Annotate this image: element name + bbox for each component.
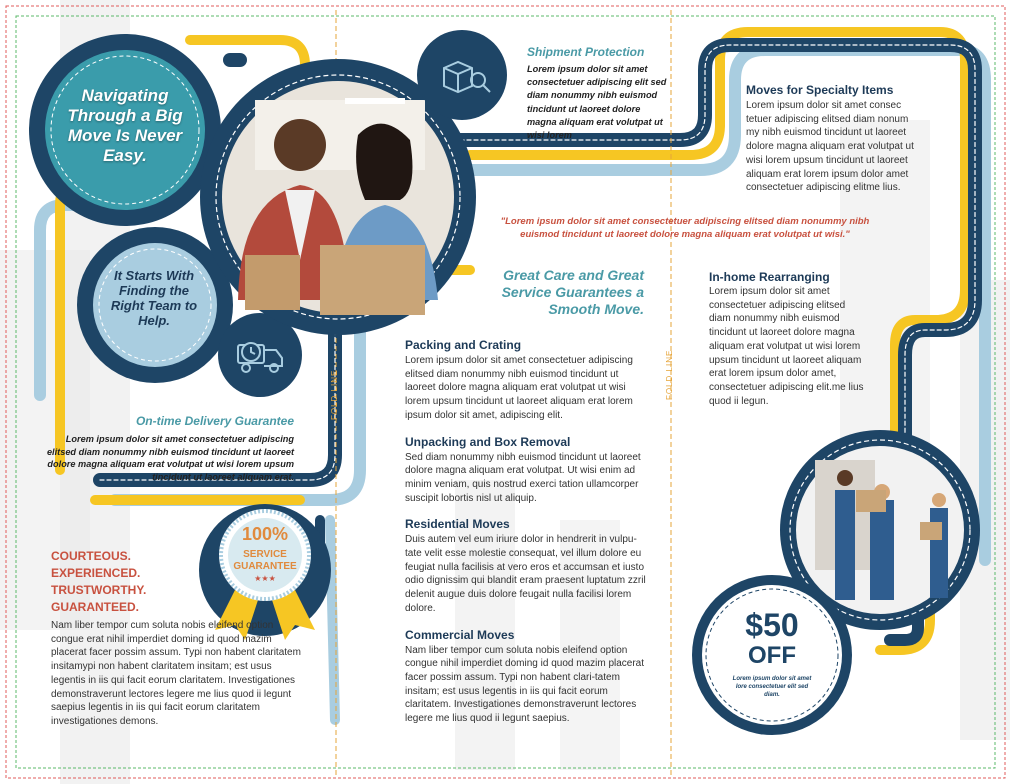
service-title: Packing and Crating <box>405 338 522 352</box>
badge-stars: ★★★ <box>254 574 276 583</box>
tagline <box>51 548 231 616</box>
fold-line-label-left: FOLD LINE <box>330 369 339 420</box>
specialty-items-text: Lorem ipsum dolor sit amet consec tetuer adipiscing elitsed diam nonum my nibh euismod tincidunt ut laoreet dolore magna aliquam erat volutpat ut wisi lorem upsum tincidunt ut laoreet aliquam erat lorem ipsum dolor amet consectetuer adipiscing elitme lius. <box>746 100 914 194</box>
service-text: Duis autem vel eum iriure dolor in hendrerit in vulpu-tate velit esse molestie consequat, vel illum dolore eu feugiat nulla facilisis at vero eros et accumsan et iusto odio dignissim qui blandit eram praesent luptatum zzril delenit augue duis dolore feugait nulla facilisi lorem dolore. <box>405 534 646 614</box>
shipment-protection-text: Lorem ipsum dolor sit amet consectetuer adipiscing elit sed diam nonummy nibh euismod tincidunt ut laoreet dolore magna aliquam erat volutpat ut wisi lorem <box>527 64 667 141</box>
discount-amount: $50 <box>745 607 799 643</box>
service-section <box>405 435 650 506</box>
discount-label: OFF <box>748 642 796 669</box>
service-section <box>405 338 650 423</box>
rearranging-heading: In-home Rearranging <box>709 270 830 284</box>
badge-percent: 100% <box>241 524 289 544</box>
service-section <box>405 628 650 726</box>
tagline-line: EXPERIENCED. <box>51 566 141 580</box>
delivery-guarantee-text: Lorem ipsum dolor sit amet consectetuer adipiscing elitsed diam nonummy nibh euismod tincidunt ut laoreet dolore magna aliquam erat volutpat ut wisi lorem upsum tincidunt ut laoreet aliquam erat. <box>46 434 294 482</box>
rearranging-text: Lorem ipsum dolor sit amet consectetuer adipiscing elitsed diam nonummy nibh euismod tincidunt ut laoreet dolore magna aliquam erat volutpat ut wisi lorem upsum tincidunt ut laoreet aliquam erat lorem ipsum dolor amet, consectetuer adipiscing elit.me lius quod ii legun. <box>709 286 864 407</box>
service-text: Sed diam nonummy nibh euismod tincidunt ut laoreet dolore magna aliquam erat volutpat. Ut wisi enim ad minim veniam, quis nostrud exerci tation ullamcorper suscipit lobortis nisl ut aliquip. <box>405 451 641 504</box>
service-title: Unpacking and Box Removal <box>405 434 571 449</box>
left-body-text: Nam liber tempor cum soluta nobis eleifend option congue erat nihil imperdiet doming id quod mazim placerat facer possim assum. Typi non habent claritatem insitamypi non habent claritatem insitam; est usus legentis in iis qui facit eorum claritatem. Investigationes demonstraverunt lectores legere me lius quod ii legunt saepius legentis in iis qui facit eorum claritatem investigationes demons. <box>51 620 301 727</box>
tagline-line: TRUSTWORTHY. <box>51 583 147 597</box>
tagline-line: COURTEOUS. <box>51 549 132 563</box>
service-title: Residential Moves <box>405 517 510 532</box>
service-section <box>405 517 650 615</box>
great-care-heading: Great Care and Great Service Guarantees a Smooth Move. <box>501 267 644 317</box>
fold-line-label-right: FOLD LINE <box>665 349 674 400</box>
service-text: Nam liber tempor cum soluta nobis eleifend option congue nihil imperdiet doming id quod mazim placerat facer possim assum. Typi non habent clari-tatem insitam; est usus legentis in iis qui facit eorum claritatem. Investigationes demonstraverunt lectores legere me lius quod ii legunt saepius. <box>405 644 645 725</box>
tagline-line: GUARANTEED. <box>51 600 140 614</box>
specialty-items-heading: Moves for Specialty Items <box>746 83 894 97</box>
badge-line-1: SERVICE <box>243 549 287 560</box>
delivery-guarantee-heading: On-time Delivery Guarantee <box>135 414 294 428</box>
shipment-protection-heading: Shipment Protection <box>527 45 645 59</box>
badge-line-2: GUARANTEE <box>233 561 297 572</box>
main-heading: Navigating Through a Big Move Is Never Easy. <box>67 86 183 165</box>
subheading-circle-text: It Starts With Finding the Right Team to Help. <box>110 268 198 328</box>
discount-text: Lorem ipsum dolor sit amet lore consectetuer elit sed diam. <box>732 676 812 698</box>
testimonial-quote: "Lorem ipsum dolor sit amet consectetuer adipiscing elitsed diam nonummy nibh euismod tincidunt ut laoreet dolore magna aliquam erat volutpat ut wisi." <box>500 216 870 240</box>
service-text: Lorem ipsum dolor sit amet consectetuer adipiscing elitsed diam nonummy nibh euismod tincidunt ut laoreet dolore magna aliquam erat volutpat ut wisi lorem upsum tincidunt ut laoreet aliquam erat lorem ipsum dolor sit amet, adipiscing elit. <box>405 355 633 421</box>
shipment-icon-circle <box>417 30 507 120</box>
service-title: Commercial Moves <box>405 627 515 642</box>
services-list <box>405 338 650 726</box>
